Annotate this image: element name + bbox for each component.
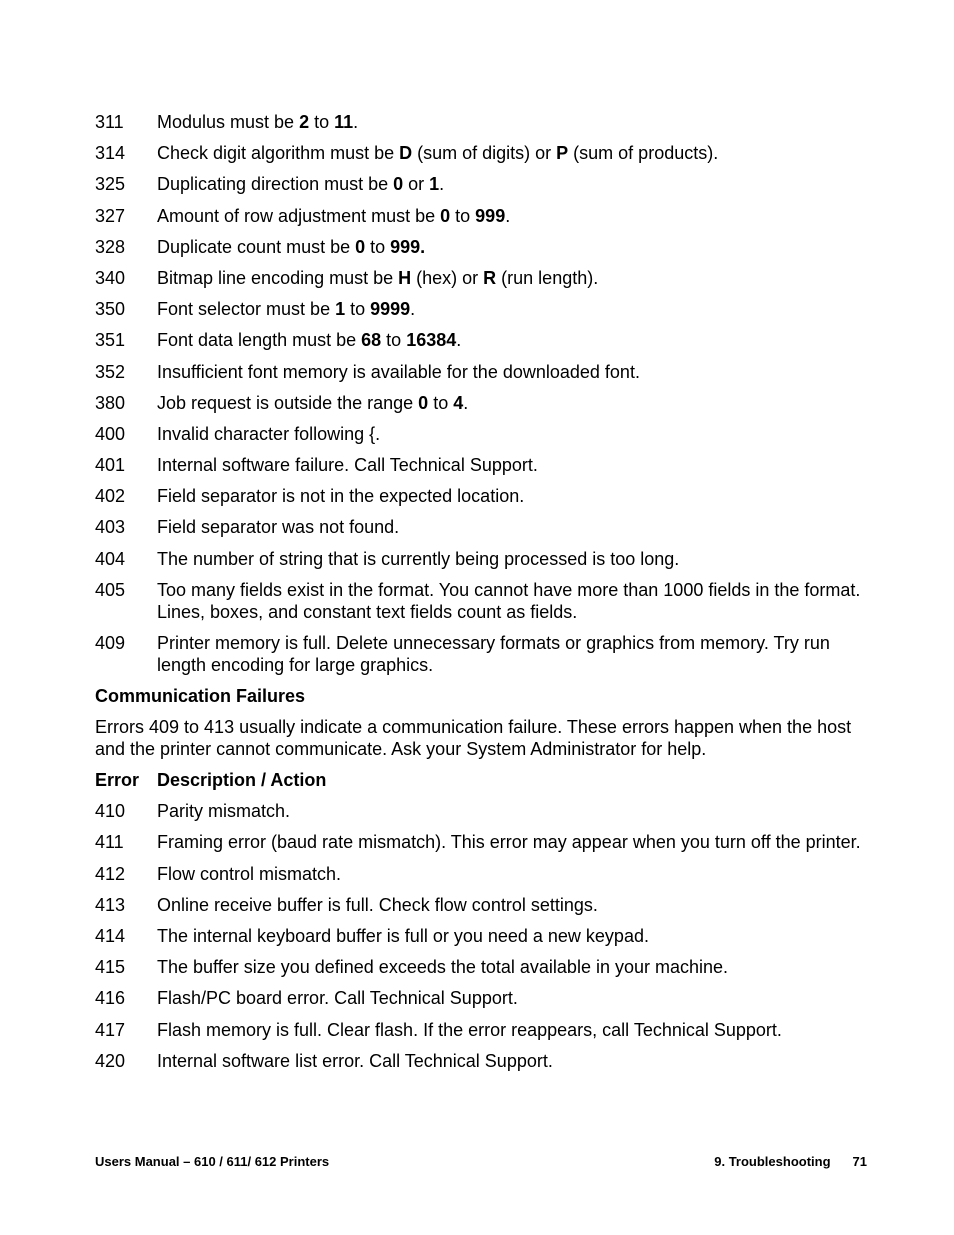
- error-row: [95, 329, 875, 351]
- error-text: Invalid character following {.: [157, 423, 381, 444]
- error-text: to: [309, 112, 335, 132]
- error-description: [157, 111, 875, 133]
- error-row: [95, 485, 875, 507]
- error-code: 416: [95, 988, 126, 1009]
- error-description: [157, 632, 875, 676]
- error-row: [95, 831, 875, 853]
- error-text: (run length).: [496, 267, 599, 288]
- error-row: [95, 987, 875, 1009]
- error-row: [95, 454, 875, 476]
- error-text: Font data length must be: [157, 330, 362, 351]
- error-text: Too many fields exist in the format. You cannot have more than 1000 fields in the format. Lines, boxes, and constant text fields count as fields.: [157, 579, 861, 622]
- error-row: [95, 205, 875, 227]
- error-row: [95, 1050, 875, 1072]
- error-text: Field separator was not found.: [157, 517, 400, 538]
- error-code: 415: [95, 957, 126, 978]
- error-description: [157, 298, 875, 320]
- error-value-bold: 9999: [370, 299, 411, 320]
- error-code: 400: [95, 423, 126, 444]
- error-text: .: [456, 330, 462, 351]
- error-code: 402: [95, 486, 126, 507]
- footer-manual-title: Users Manual – 610 / 611/ 612 Printers: [95, 1154, 330, 1169]
- table-header: [95, 769, 875, 791]
- error-text: Flow control mismatch.: [157, 863, 342, 884]
- error-row: [95, 863, 875, 885]
- error-text: to: [450, 205, 476, 226]
- error-text: (hex) or: [411, 267, 484, 288]
- error-text: .: [353, 112, 359, 132]
- error-code: 411: [95, 832, 124, 853]
- error-row: [95, 956, 875, 978]
- error-text: Framing error (baud rate mismatch). This error may appear when you turn off the printer.: [157, 832, 861, 853]
- error-code: 380: [95, 392, 126, 413]
- error-code: 401: [95, 455, 126, 476]
- error-value-bold: 2: [299, 112, 310, 132]
- error-text: The number of string that is currently being processed is too long.: [157, 548, 680, 569]
- error-row: [95, 925, 875, 947]
- error-code: 311: [95, 112, 124, 132]
- error-code: 409: [95, 633, 126, 653]
- error-code: 314: [95, 143, 126, 164]
- error-text: Insufficient font memory is available for the downloaded font.: [157, 361, 640, 382]
- error-text: .: [505, 205, 511, 226]
- error-list-top: [95, 111, 875, 676]
- footer-page-number: 71: [852, 1154, 867, 1169]
- section-paragraph: Errors 409 to 413 usually indicate a communication failure. These errors happen when the host and the printer cannot communicate. Ask your System Administrator for help.: [95, 717, 852, 760]
- error-text: to: [345, 299, 371, 320]
- error-value-bold: 1: [335, 299, 346, 320]
- error-row: [95, 392, 875, 414]
- error-row: [95, 298, 875, 320]
- error-description: [157, 392, 875, 414]
- error-code: 405: [95, 579, 126, 600]
- error-description: [157, 800, 875, 822]
- error-text: Check digit algorithm must be: [157, 143, 400, 164]
- error-text: (sum of products).: [568, 143, 719, 164]
- error-row: [95, 267, 875, 289]
- error-code: 404: [95, 548, 126, 569]
- error-description: [157, 987, 875, 1009]
- error-code: 350: [95, 299, 126, 320]
- error-description: [157, 423, 875, 445]
- error-value-bold: H: [398, 267, 412, 288]
- error-row: [95, 548, 875, 570]
- error-code: 340: [95, 267, 126, 288]
- error-description: [157, 956, 875, 978]
- error-row: [95, 516, 875, 538]
- error-row: [95, 632, 875, 676]
- error-text: Internal software failure. Call Technical Support.: [157, 455, 538, 476]
- error-value-bold: 999.: [390, 236, 426, 257]
- error-text: Amount of row adjustment must be: [157, 205, 441, 226]
- error-code: 413: [95, 894, 126, 915]
- error-code: 417: [95, 1019, 126, 1040]
- error-row: [95, 142, 875, 164]
- error-text: Parity mismatch.: [157, 801, 291, 822]
- error-text: Job request is outside the range: [157, 392, 419, 413]
- error-code: 325: [95, 174, 126, 195]
- error-row: [95, 1019, 875, 1041]
- error-code: 420: [95, 1050, 126, 1071]
- error-value-bold: R: [483, 267, 497, 288]
- error-value-bold: 0: [418, 392, 429, 413]
- table-header-description: Description / Action: [157, 770, 327, 791]
- page-content: [95, 111, 875, 1081]
- error-text: Modulus must be: [157, 112, 300, 132]
- error-text: .: [463, 392, 469, 413]
- error-text: Printer memory is full. Delete unnecessary formats or graphics from memory. Try run length encoding for large graphics.: [157, 633, 830, 675]
- error-text: Duplicating direction must be: [157, 174, 394, 195]
- error-text: The internal keyboard buffer is full or you need a new keypad.: [157, 925, 649, 946]
- error-description: [157, 485, 875, 507]
- error-text: to: [381, 330, 407, 351]
- error-description: [157, 894, 875, 916]
- error-description: [157, 329, 875, 351]
- error-row: [95, 579, 875, 623]
- section-heading: Communication Failures: [95, 686, 306, 707]
- error-text: Flash/PC board error. Call Technical Support.: [157, 988, 518, 1009]
- error-text: or: [403, 174, 430, 195]
- error-row: [95, 173, 875, 195]
- error-code: 327: [95, 205, 126, 226]
- error-code: 352: [95, 361, 126, 382]
- error-value-bold: 999: [475, 205, 506, 226]
- error-value-bold: 11: [334, 112, 354, 132]
- error-text: Internal software list error. Call Technical Support.: [157, 1050, 553, 1071]
- error-text: .: [410, 299, 416, 320]
- error-text: Duplicate count must be: [157, 236, 356, 257]
- error-row: [95, 800, 875, 822]
- error-description: [157, 516, 875, 538]
- error-description: [157, 142, 875, 164]
- error-description: [157, 236, 875, 258]
- error-description: [157, 361, 875, 383]
- error-description: [157, 267, 875, 289]
- error-description: [157, 579, 875, 623]
- error-value-bold: 4: [453, 392, 464, 413]
- error-description: [157, 205, 875, 227]
- error-description: [157, 863, 875, 885]
- error-value-bold: 0: [393, 174, 404, 195]
- error-text: Online receive buffer is full. Check flow control settings.: [157, 894, 598, 915]
- error-value-bold: 68: [361, 330, 382, 351]
- error-text: Flash memory is full. Clear flash. If the error reappears, call Technical Support.: [157, 1019, 782, 1040]
- error-row: [95, 236, 875, 258]
- error-text: (sum of digits) or: [412, 143, 557, 164]
- error-row: [95, 423, 875, 445]
- error-text: Font selector must be: [157, 299, 336, 320]
- error-code: 412: [95, 863, 126, 884]
- error-value-bold: 16384: [406, 330, 457, 351]
- error-row: [95, 361, 875, 383]
- error-text: to: [365, 236, 391, 257]
- error-text: The buffer size you defined exceeds the total available in your machine.: [157, 957, 729, 978]
- table-header-code: Error: [95, 770, 140, 791]
- error-value-bold: D: [399, 143, 413, 164]
- error-row: [95, 111, 875, 133]
- error-value-bold: 0: [355, 236, 366, 257]
- error-row: [95, 894, 875, 916]
- error-description: [157, 1019, 875, 1041]
- error-code: 414: [95, 925, 126, 946]
- error-description: [157, 831, 875, 853]
- error-description: [157, 454, 875, 476]
- error-code: 351: [95, 330, 126, 351]
- footer-right: [714, 1154, 867, 1170]
- error-list-bottom: [95, 800, 875, 1072]
- error-text: to: [428, 392, 454, 413]
- error-description: [157, 1050, 875, 1072]
- error-value-bold: 1: [429, 174, 440, 195]
- error-description: [157, 548, 875, 570]
- error-code: 410: [95, 801, 126, 822]
- error-value-bold: 0: [440, 205, 451, 226]
- footer-section: 9. Troubleshooting: [714, 1154, 831, 1169]
- error-text: .: [439, 174, 445, 195]
- error-code: 328: [95, 236, 126, 257]
- error-code: 403: [95, 517, 126, 538]
- error-description: [157, 925, 875, 947]
- error-description: [157, 173, 875, 195]
- error-text: Bitmap line encoding must be: [157, 267, 399, 288]
- error-text: Field separator is not in the expected location.: [157, 486, 525, 507]
- error-value-bold: P: [556, 143, 569, 164]
